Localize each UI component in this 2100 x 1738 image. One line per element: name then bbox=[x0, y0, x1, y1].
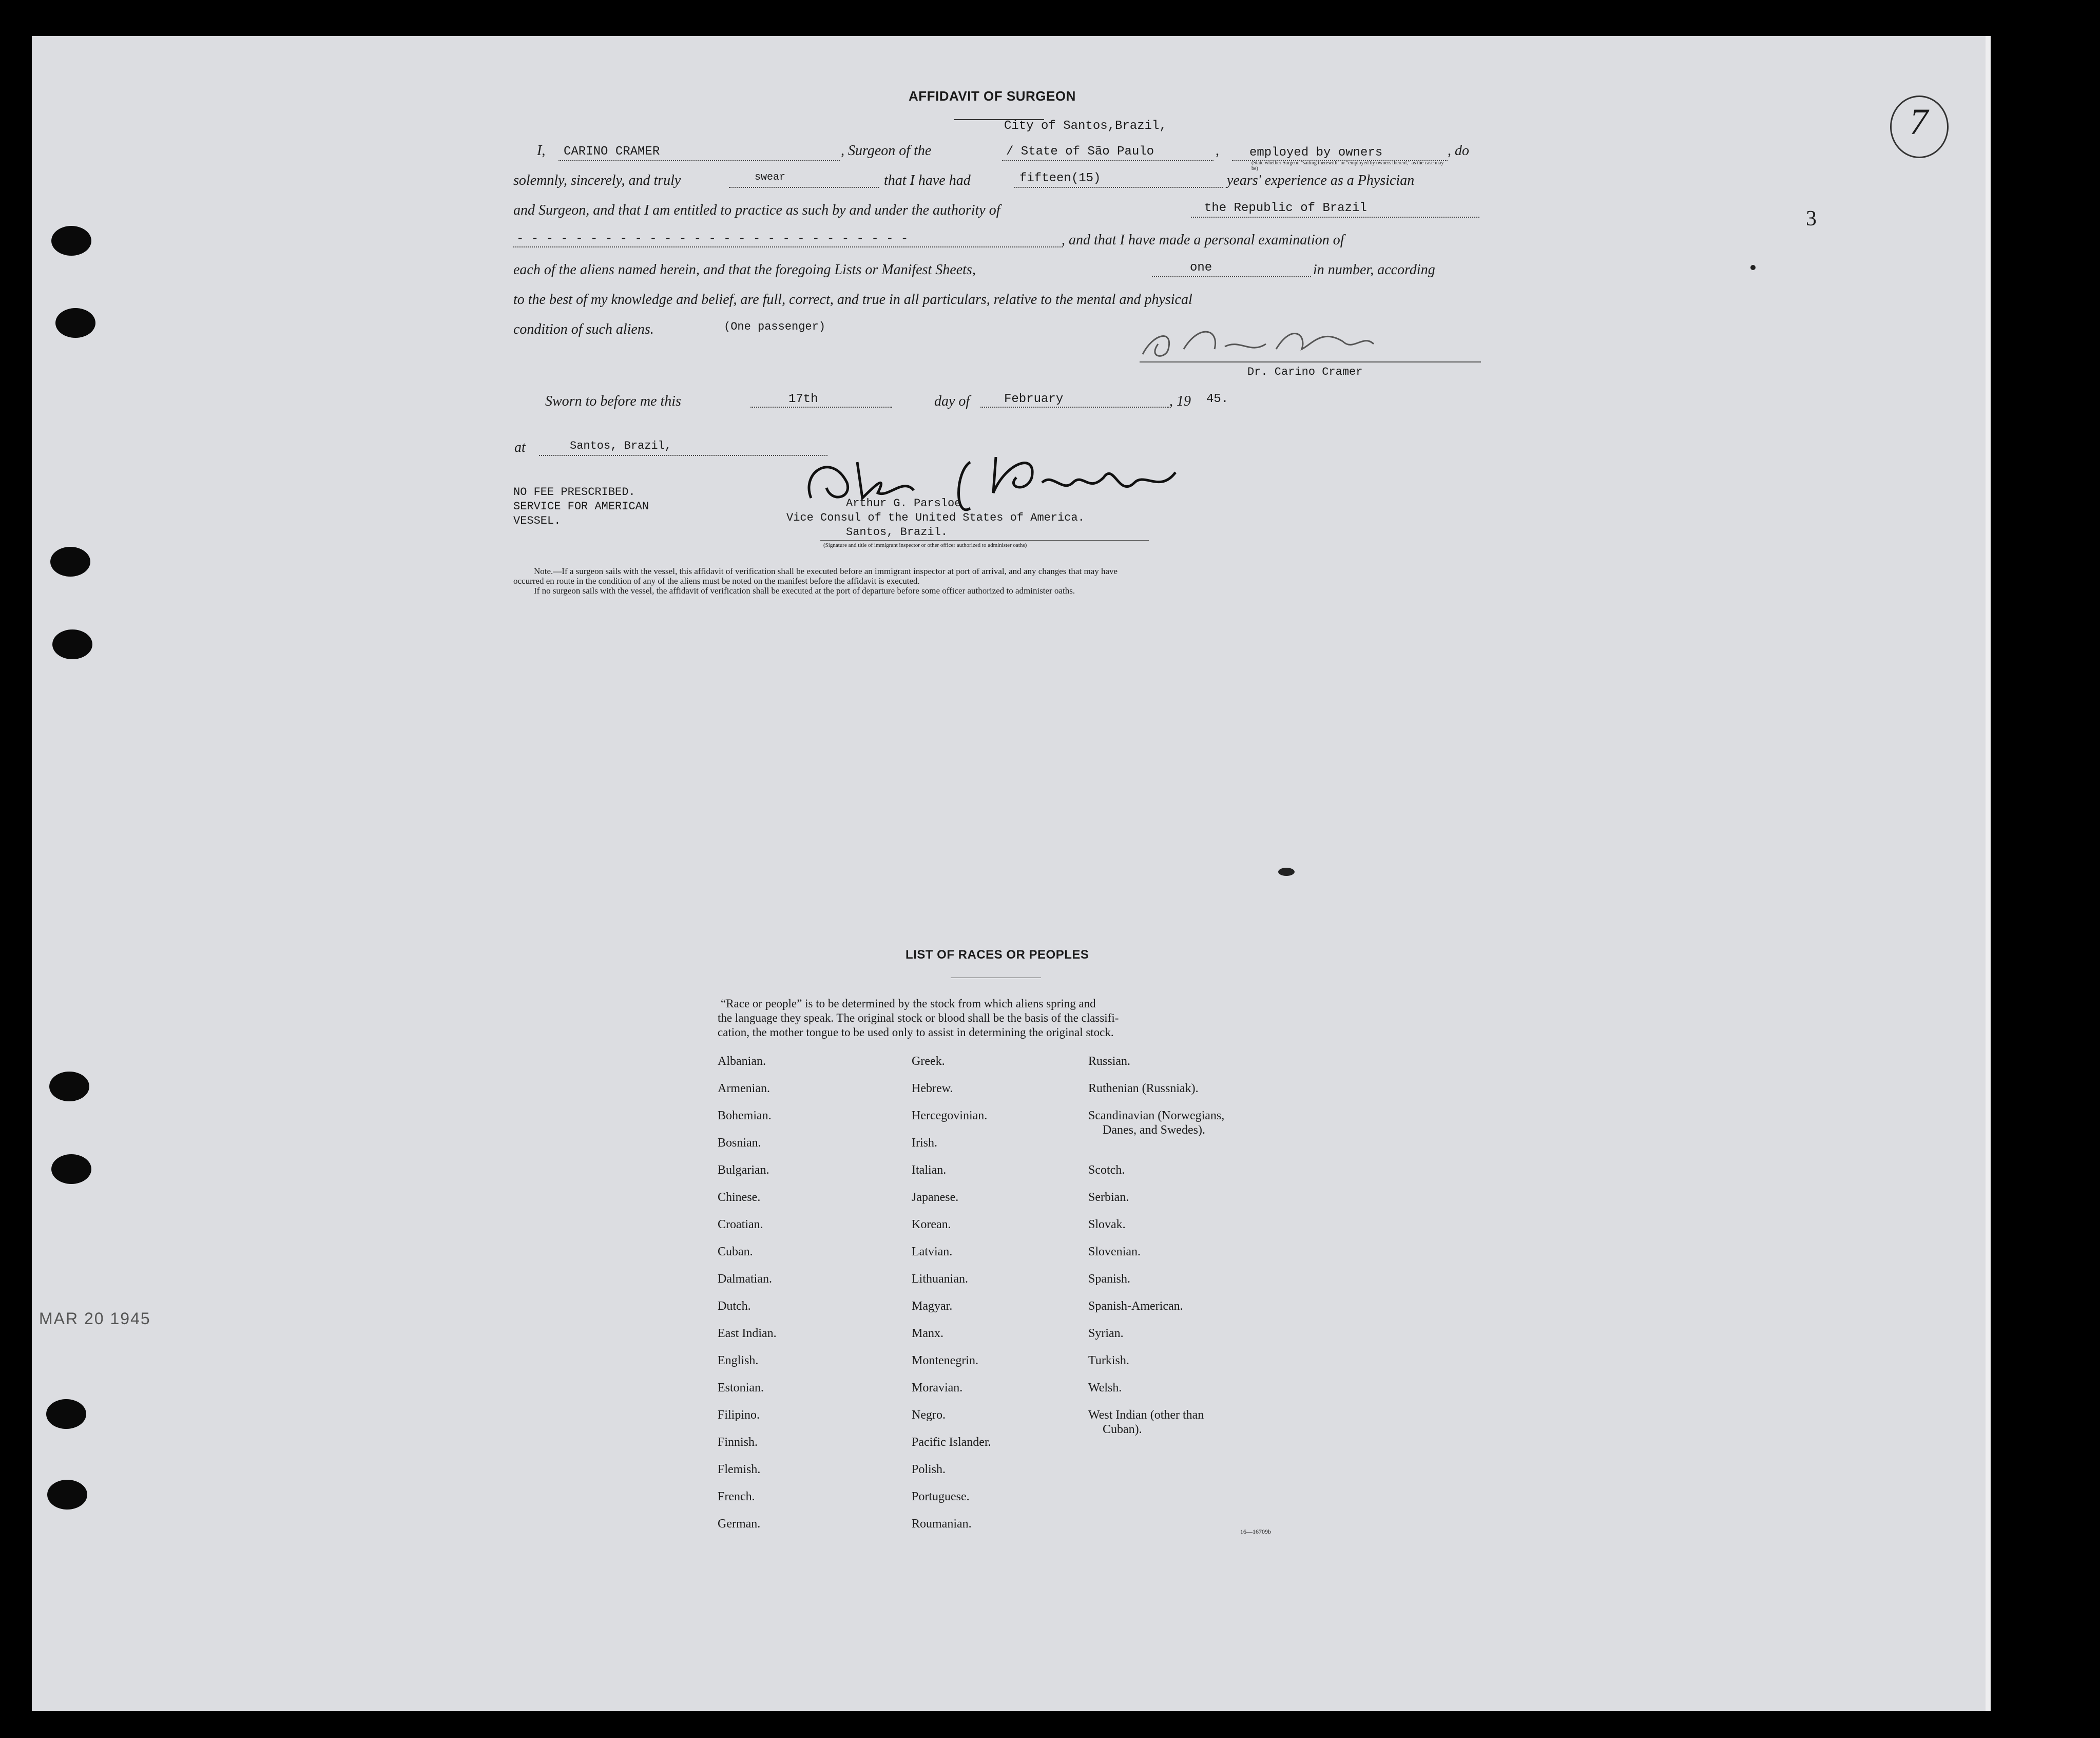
punch-hole bbox=[51, 1154, 91, 1184]
sworn-month: February bbox=[1004, 392, 1064, 406]
race-item: Portuguese. bbox=[912, 1490, 970, 1503]
punch-hole bbox=[51, 226, 91, 256]
ink-smudge bbox=[1278, 868, 1295, 876]
blank bbox=[1152, 276, 1311, 277]
race-item: East Indian. bbox=[718, 1327, 777, 1340]
race-item: German. bbox=[718, 1517, 761, 1531]
race-item: Finnish. bbox=[718, 1436, 758, 1449]
race-item: Negro. bbox=[912, 1408, 946, 1422]
line4-fill: - - - - - - - - - - - - - - - - - - - - - - - - - - - bbox=[516, 232, 909, 246]
sworn-day: 17th bbox=[788, 392, 818, 406]
surgeon-signed-name: Dr. Carino Cramer bbox=[1247, 366, 1363, 378]
blank bbox=[513, 246, 1063, 247]
form-number: 16—16709b bbox=[1240, 1528, 1271, 1535]
race-item: Filipino. bbox=[718, 1408, 760, 1422]
race-item: Slovak. bbox=[1088, 1218, 1126, 1231]
race-item: Greek. bbox=[912, 1055, 945, 1068]
line7: condition of such aliens. bbox=[513, 321, 654, 337]
race-item: Danes, and Swedes). bbox=[1103, 1123, 1205, 1137]
employed-hint: (State whether Surgeon "sailing therewith" or "employed by owners thereof," as the case may be) bbox=[1251, 160, 1444, 171]
line1-surgeon-of: , Surgeon of the bbox=[841, 143, 932, 159]
line1-i: I, bbox=[537, 143, 546, 159]
line5-in-number: in number, according bbox=[1313, 262, 1435, 278]
passenger-note: (One passenger) bbox=[724, 320, 826, 333]
blank bbox=[558, 160, 840, 161]
sworn-day-of: day of bbox=[934, 393, 970, 409]
punch-hole bbox=[46, 1399, 86, 1429]
line5: each of the aliens named herein, and that the foregoing Lists or Manifest Sheets, bbox=[513, 262, 976, 278]
line6: to the best of my knowledge and belief, are full, correct, and true in all particulars, relative to the mental and physical bbox=[513, 292, 1192, 308]
sworn-year: 45. bbox=[1206, 392, 1229, 406]
race-item: Bohemian. bbox=[718, 1109, 772, 1122]
blank bbox=[729, 187, 879, 188]
punch-hole bbox=[49, 1072, 89, 1101]
race-item: Syrian. bbox=[1088, 1327, 1124, 1340]
race-item: Spanish. bbox=[1088, 1272, 1131, 1286]
note-line: Note.—If a surgeon sails with the vessel, this affidavit of verification shall be executed before an immigrant inspector at port of arrival, and any changes that may have bbox=[534, 566, 1118, 576]
punch-hole bbox=[47, 1480, 87, 1510]
authority-field: the Republic of Brazil bbox=[1204, 201, 1367, 215]
race-item: Flemish. bbox=[718, 1463, 761, 1476]
race-item: Italian. bbox=[912, 1163, 947, 1177]
blank bbox=[1191, 217, 1479, 218]
races-intro: “Race or people” is to be determined by the stock from which aliens spring and bbox=[721, 997, 1096, 1010]
vessel-above: City of Santos,Brazil, bbox=[1004, 119, 1167, 133]
line2-i-have-had: that I have had bbox=[884, 173, 971, 188]
race-item: Japanese. bbox=[912, 1191, 959, 1204]
officer-line: Vice Consul of the United States of America. bbox=[786, 511, 1085, 524]
line2-solemnly: solemnly, sincerely, and truly bbox=[513, 173, 681, 188]
officer-signature-line bbox=[820, 540, 1149, 541]
race-item: Russian. bbox=[1088, 1055, 1131, 1068]
surgeon-signature-line bbox=[1140, 361, 1481, 362]
page-edge bbox=[1986, 36, 1991, 1711]
date-stamp: MAR 20 1945 bbox=[39, 1309, 151, 1328]
sworn-century: , 19 bbox=[1169, 393, 1191, 409]
years-field: fifteen(15) bbox=[1019, 171, 1101, 185]
race-item: Welsh. bbox=[1088, 1381, 1122, 1395]
races-title: LIST OF RACES OR PEOPLES bbox=[905, 948, 1089, 962]
line1-comma: , bbox=[1216, 143, 1219, 159]
race-item: Estonian. bbox=[718, 1381, 764, 1395]
race-item: Spanish-American. bbox=[1088, 1300, 1183, 1313]
at-label: at bbox=[514, 440, 526, 455]
officer-line: Santos, Brazil. bbox=[846, 526, 948, 539]
affidavit-title: AFFIDAVIT OF SURGEON bbox=[909, 88, 1076, 104]
surgeon-name: CARINO CRAMER bbox=[564, 145, 660, 159]
race-item: Moravian. bbox=[912, 1381, 963, 1395]
ink-dot bbox=[1750, 265, 1756, 270]
race-item: Albanian. bbox=[718, 1055, 766, 1068]
officer-caption: (Signature and title of immigrant inspector or other officer authorized to administer oaths) bbox=[823, 542, 1027, 548]
race-item: Bulgarian. bbox=[718, 1163, 769, 1177]
race-item: Hebrew. bbox=[912, 1082, 953, 1095]
fee-line: NO FEE PRESCRIBED. bbox=[513, 486, 635, 499]
oath-field: swear bbox=[755, 171, 786, 183]
race-item: Roumanian. bbox=[912, 1517, 972, 1531]
race-item: West Indian (other than bbox=[1088, 1408, 1204, 1422]
race-item: Cuban). bbox=[1103, 1423, 1142, 1436]
race-item: Ruthenian (Russniak). bbox=[1088, 1082, 1199, 1095]
race-item: Armenian. bbox=[718, 1082, 770, 1095]
race-item: Slovenian. bbox=[1088, 1245, 1141, 1258]
race-item: Chinese. bbox=[718, 1191, 761, 1204]
note-line: If no surgeon sails with the vessel, the affidavit of verification shall be executed at the port of departure before some officer authorized to administer oaths. bbox=[534, 586, 1075, 596]
fee-line: SERVICE FOR AMERICAN bbox=[513, 500, 649, 513]
race-item: French. bbox=[718, 1490, 755, 1503]
document-page bbox=[32, 36, 1986, 1711]
employed-field: employed by owners bbox=[1249, 146, 1383, 160]
at-place: Santos, Brazil, bbox=[570, 440, 672, 452]
race-item: Cuban. bbox=[718, 1245, 753, 1258]
race-item: Magyar. bbox=[912, 1300, 953, 1313]
blank bbox=[1002, 160, 1213, 161]
race-item: Croatian. bbox=[718, 1218, 763, 1231]
surgeon-signature bbox=[1138, 313, 1404, 365]
blank bbox=[1014, 187, 1223, 188]
race-item: Lithuanian. bbox=[912, 1272, 968, 1286]
punch-hole bbox=[55, 308, 95, 338]
race-item: Irish. bbox=[912, 1136, 937, 1150]
race-item: English. bbox=[718, 1354, 759, 1367]
race-item: Korean. bbox=[912, 1218, 951, 1231]
line4-examination: , and that I have made a personal examination of bbox=[1062, 232, 1344, 248]
note-line: occurred en route in the condition of any of the aliens must be noted on the manifest before the affidavit is executed. bbox=[513, 576, 920, 586]
race-item: Serbian. bbox=[1088, 1191, 1129, 1204]
sworn-label: Sworn to before me this bbox=[545, 393, 681, 409]
officer-line: Arthur G. Parsloe bbox=[846, 497, 961, 510]
race-item: Bosnian. bbox=[718, 1136, 761, 1150]
blank bbox=[539, 455, 827, 456]
punch-hole bbox=[52, 629, 92, 659]
race-item: Pacific Islander. bbox=[912, 1436, 991, 1449]
line2-experience: years' experience as a Physician bbox=[1227, 173, 1415, 188]
race-item: Latvian. bbox=[912, 1245, 953, 1258]
races-intro: the language they speak. The original stock or blood shall be the basis of the classifi- bbox=[718, 1011, 1119, 1024]
page-number: 3 bbox=[1806, 207, 1817, 231]
circled-number-text: 7 bbox=[1910, 101, 1928, 142]
race-item: Manx. bbox=[912, 1327, 943, 1340]
race-item: Polish. bbox=[912, 1463, 946, 1476]
punch-hole bbox=[50, 547, 90, 577]
races-intro: cation, the mother tongue to be used only to assist in determining the original stock. bbox=[718, 1026, 1114, 1039]
fee-line: VESSEL. bbox=[513, 514, 561, 527]
race-item: Scotch. bbox=[1088, 1163, 1125, 1177]
blank bbox=[750, 407, 892, 408]
race-item: Dalmatian. bbox=[718, 1272, 772, 1286]
vessel-field: / State of São Paulo bbox=[1006, 145, 1154, 159]
race-item: Hercegovinian. bbox=[912, 1109, 988, 1122]
race-item: Turkish. bbox=[1088, 1354, 1129, 1367]
line3: and Surgeon, and that I am entitled to practice as such by and under the authority of bbox=[513, 202, 1000, 218]
sheets-field: one bbox=[1190, 261, 1212, 275]
race-item: Dutch. bbox=[718, 1300, 751, 1313]
race-item: Montenegrin. bbox=[912, 1354, 978, 1367]
line1-do: , do bbox=[1448, 143, 1469, 159]
blank bbox=[980, 407, 1169, 408]
race-item: Scandinavian (Norwegians, bbox=[1088, 1109, 1225, 1122]
